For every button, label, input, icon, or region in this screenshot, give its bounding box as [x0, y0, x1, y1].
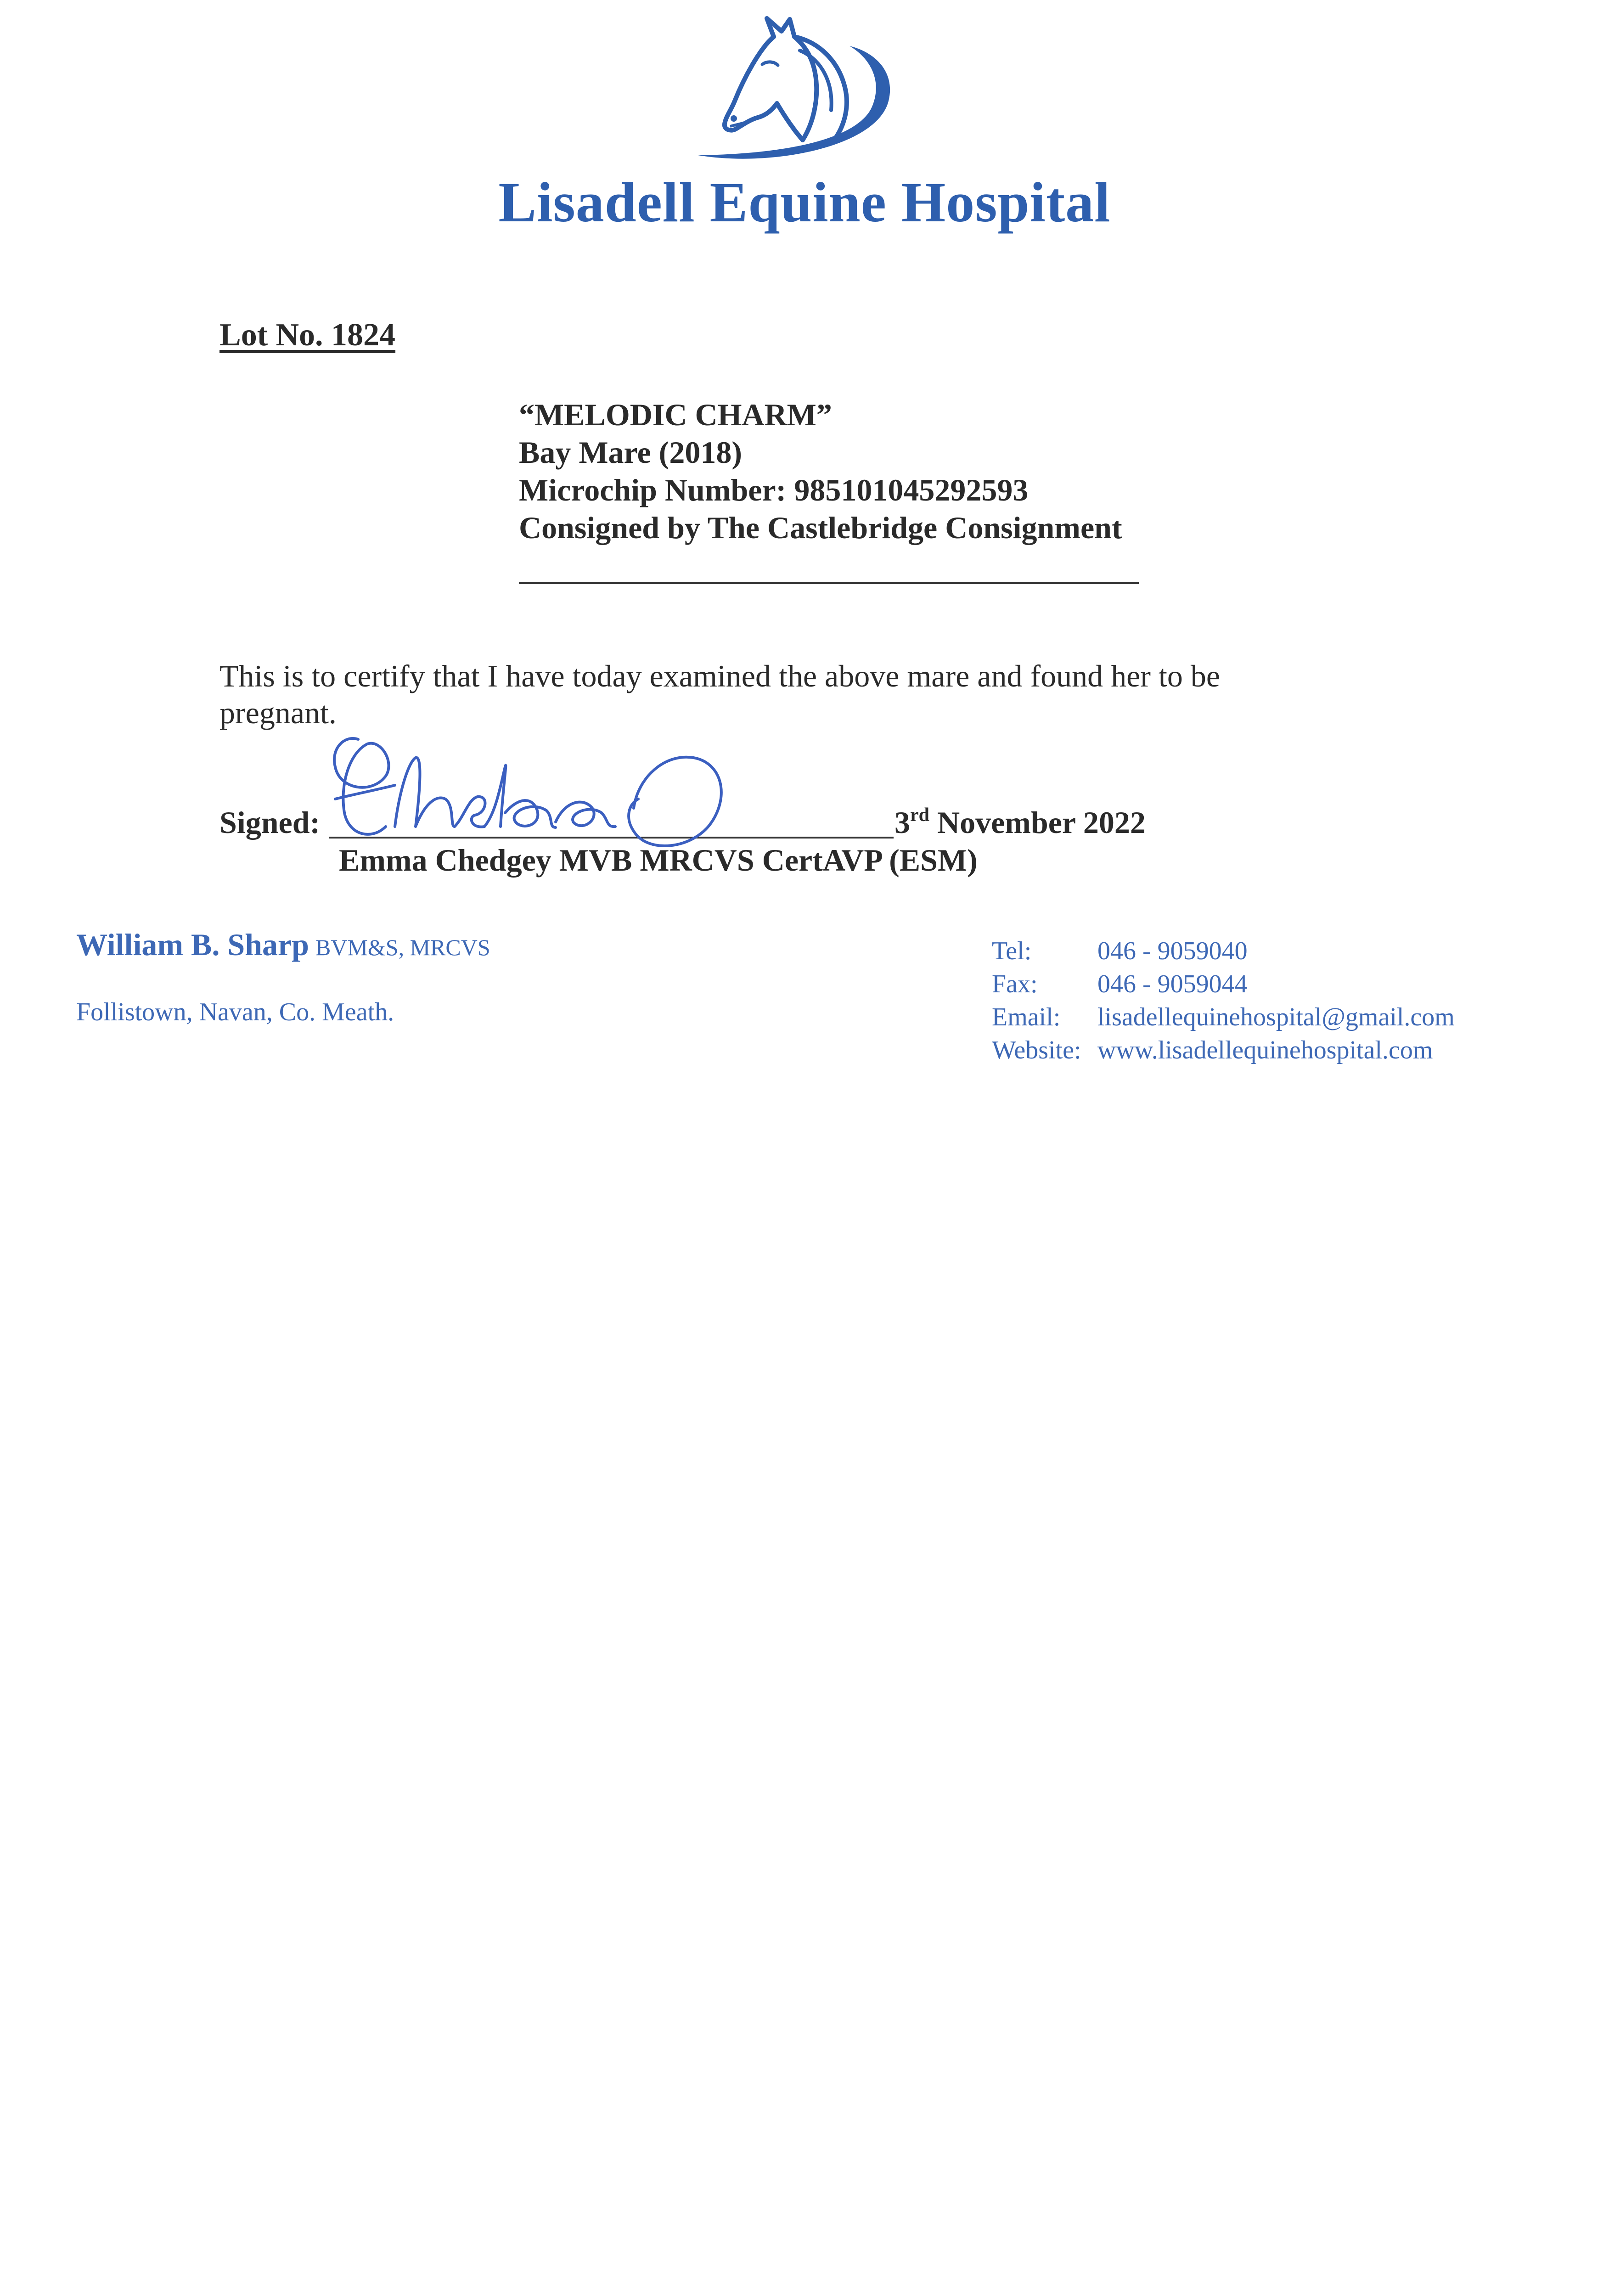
doctor-name: William B. Sharp: [76, 927, 309, 962]
certification-text: This is to certify that I have today examined the above mare and found her to be pregnant.: [219, 658, 1221, 730]
contact-row-fax: [992, 968, 1455, 1001]
date-suffix: rd: [910, 805, 929, 826]
horse-description: Bay Mare (2018): [519, 435, 742, 470]
email-value: lisadellequinehospital@gmail.com: [1097, 1003, 1455, 1031]
contact-label: Tel:: [992, 937, 1032, 965]
contact-label: Email:: [992, 1003, 1061, 1031]
signature-date: [895, 805, 1146, 841]
contact-row-tel: [992, 934, 1455, 968]
contact-row-email: [992, 1001, 1455, 1034]
signer-name: Emma Chedgey MVB MRCVS CertAVP (ESM): [339, 843, 978, 878]
tel-value: 046 - 9059040: [1097, 937, 1248, 965]
handwritten-signature: [317, 721, 739, 859]
date-rest: November 2022: [929, 805, 1146, 840]
horse-head-logo-icon: [680, 9, 900, 165]
consignor: Consigned by The Castlebridge Consignment: [519, 510, 1122, 545]
contact-block: [992, 934, 1455, 1067]
date-day: 3: [895, 805, 910, 840]
contact-row-website: [992, 1034, 1455, 1067]
contact-label: Fax:: [992, 970, 1038, 998]
website-value: www.lisadellequinehospital.com: [1097, 1036, 1433, 1064]
address: Follistown, Navan, Co. Meath.: [76, 998, 394, 1026]
contact-label: Website:: [992, 1036, 1081, 1064]
lot-number: Lot No. 1824: [219, 317, 396, 353]
horse-name: “MELODIC CHARM”: [519, 397, 832, 432]
horse-details: [519, 396, 1122, 546]
divider-line: [519, 582, 1139, 584]
hospital-name: Lisadell Equine Hospital: [498, 171, 1111, 234]
microchip-number: Microchip Number: 985101045292593: [519, 473, 1029, 507]
doctor-qualifications: BVM&S, MRCVS: [315, 934, 490, 960]
doctor-line: [76, 927, 490, 963]
signed-label: Signed:: [219, 805, 321, 840]
fax-value: 046 - 9059044: [1097, 970, 1248, 998]
